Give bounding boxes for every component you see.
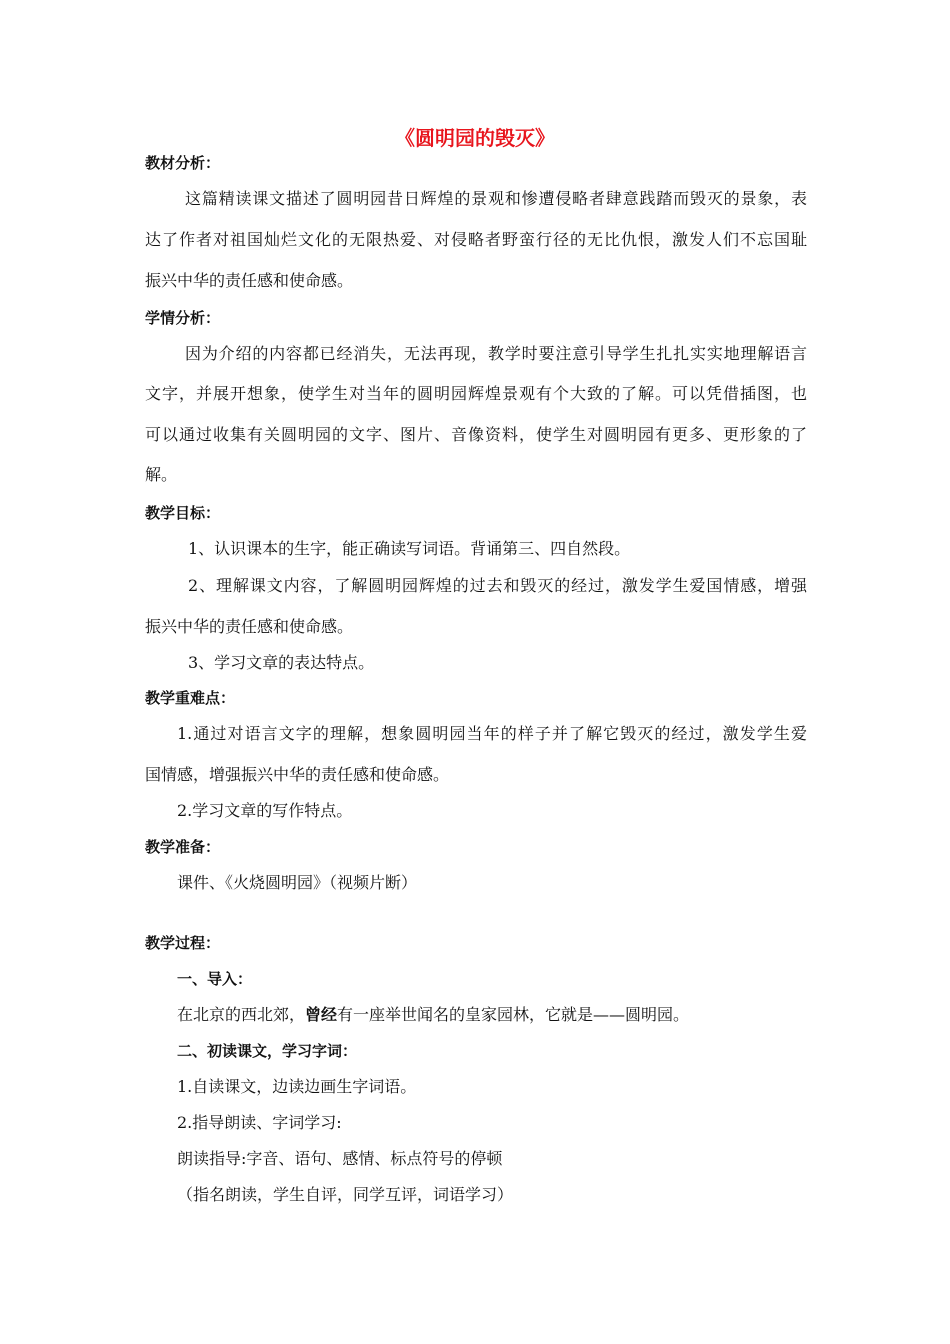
step-1-text-pre: 在北京的西北郊， [177,1005,306,1024]
step-2-line-4: （指名朗读，学生自评，同学互评，词语学习） [177,1185,514,1204]
heading-teaching-prep: 教学准备： [145,838,221,856]
heading-teaching-goals: 教学目标： [145,504,221,522]
step-2-line-2: 2.指导朗读、字词学习: [177,1113,342,1132]
prep-text: 课件、《火烧圆明园》（视频片断） [177,873,418,892]
step-2-line-1: 1.自读课文，边读边画生字词语。 [177,1077,417,1096]
keypoint-item-1-continued: 国情感，增强振兴中华的责任感和使命感。 [145,765,450,784]
goal-item-2-continued: 振兴中华的责任感和使命感。 [145,617,354,636]
heading-textbook-analysis: 教材分析： [145,154,221,172]
step-1-text [177,1005,689,1025]
step-1-text-bold: 曾经 [305,1005,338,1024]
heading-key-points: 教学重难点： [145,689,236,707]
step-1-heading: 一、导入： [177,970,253,988]
heading-student-analysis: 学情分析： [145,309,221,327]
textbook-paragraph-line: 振兴中华的责任感和使命感。 [145,271,354,290]
keypoint-item-2: 2.学习文章的写作特点。 [177,801,353,820]
students-paragraph-line: 可以通过收集有关圆明园的文字、图片、音像资料，使学生对圆明园有更多、更形象的了 [145,425,807,444]
students-paragraph-line: 因为介绍的内容都已经消失，无法再现，教学时要注意引导学生扎扎实实地理解语言 [185,344,807,363]
step-1-text-post: 有一座举世闻名的皇家园林，它就是——圆明园。 [337,1005,690,1024]
step-2-line-3: 朗读指导:字音、语句、感情、标点符号的停顿 [177,1149,503,1168]
keypoint-item-1: 1.通过对语言文字的理解，想象圆明园当年的样子并了解它毁灭的经过，激发学生爱 [177,724,807,743]
goal-item-3: 3、学习文章的表达特点。 [188,653,375,672]
heading-teaching-process: 教学过程： [145,934,221,952]
textbook-paragraph-line: 达了作者对祖国灿烂文化的无限热爱、对侵略者野蛮行径的无比仇恨，激发人们不忘国耻 [145,230,807,249]
goal-item-1: 1、认识课本的生字，能正确读写词语。背诵第三、四自然段。 [188,539,631,558]
goal-item-2: 2、理解课文内容，了解圆明园辉煌的过去和毁灭的经过，激发学生爱国情感，增强 [188,576,807,595]
students-paragraph-line: 文字，并展开想象，使学生对当年的圆明园辉煌景观有个大致的了解。可以凭借插图，也 [145,384,807,403]
step-2-heading: 二、初读课文，学习字词： [177,1042,358,1060]
textbook-paragraph-line: 这篇精读课文描述了圆明园昔日辉煌的景观和惨遭侵略者肆意践踏而毁灭的景象，表 [185,189,807,208]
students-paragraph-line: 解。 [145,465,178,484]
document-title: 《圆明园的毁灭》 [395,126,555,150]
